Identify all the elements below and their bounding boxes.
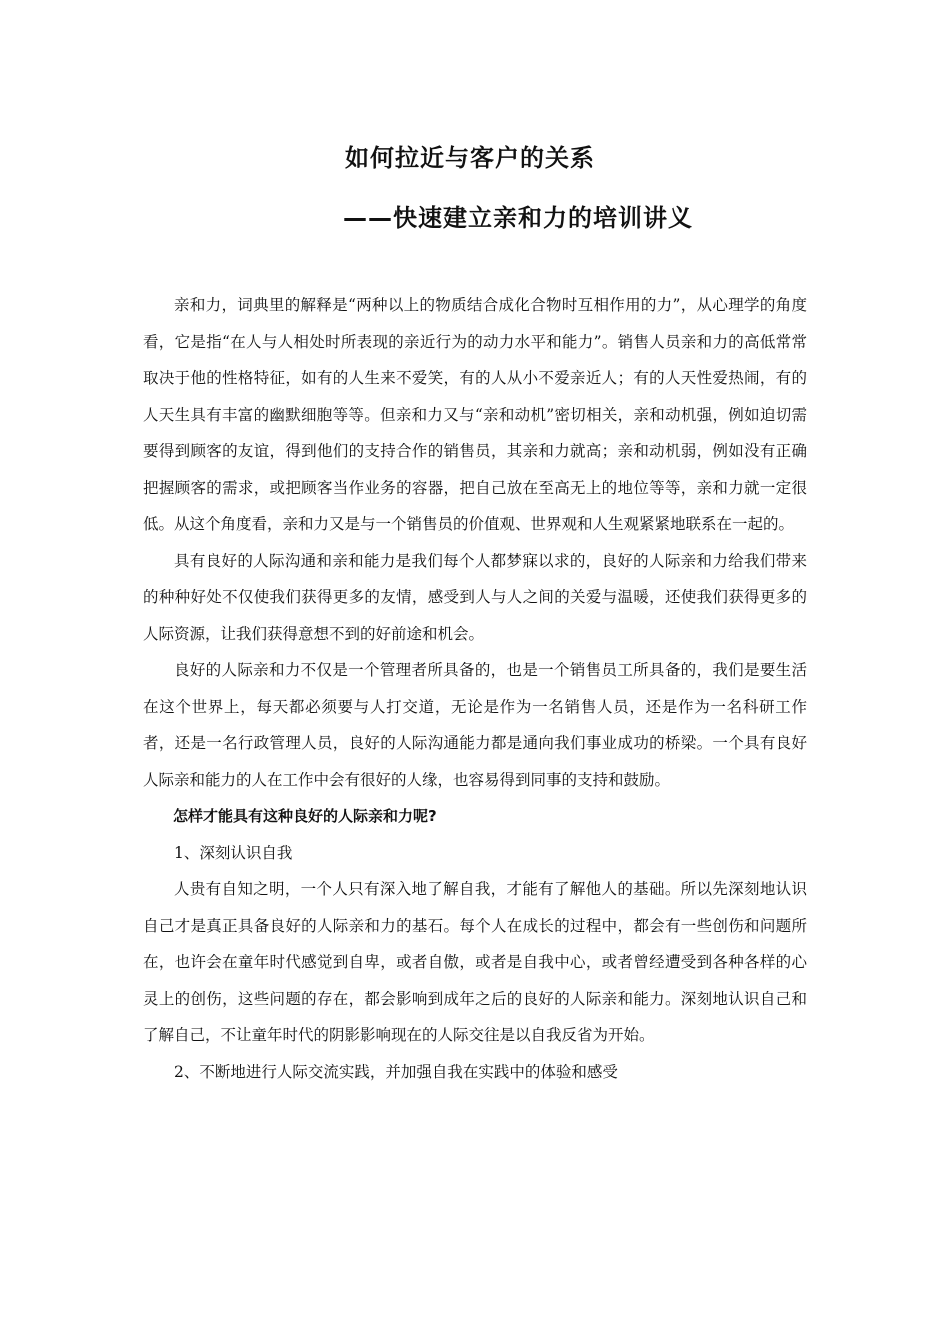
numbered-heading: 2、不断地进行人际交流实践，并加强自我在实践中的体验和感受: [174, 1062, 618, 1081]
section-question-heading: 怎样才能具有这种良好的人际亲和力呢?: [173, 807, 437, 825]
paragraph: 亲和力，词典里的解释是“两种以上的物质结合成化合物时互相作用的力”，从心理学的角度看，它是指“在人与人相处时所表现的亲近行为的动力水平和能力”。销售人员亲和力的高低常常取决于他的性格特征，如有的人生来不爱笑，有的人从小不爱亲近人；有的人天性爱热闹，有的人天生具有丰富的幽默细胞等等。但亲和力又与“亲和动机”密切相关，亲和动机强，例如迫切需要得到顾客的友谊，得到他们的支持合作的销售员，其亲和力就高；亲和动机弱，例如没有正确把握顾客的需求，或把顾客当作业务的容器，把自己放在至高无上的地位等等，亲和力就一定很低。从这个角度看，亲和力又是与一个销售员的价值观、世界观和人生观紧紧地联系在一起的。: [143, 296, 807, 533]
paragraph: 具有良好的人际沟通和亲和能力是我们每个人都梦寐以求的，良好的人际亲和力给我们带来的种种好处不仅使我们获得更多的友情，感受到人与人之间的关爱与温暖，还使我们获得更多的人际资源，让我们获得意想不到的好前途和机会。: [143, 551, 807, 643]
document-body: [143, 287, 807, 1090]
paragraph: 良好的人际亲和力不仅是一个管理者所具备的，也是一个销售员工所具备的，我们是要生活在这个世界上，每天都必须要与人打交道，无论是作为一名销售人员，还是作为一名科研工作者，还是一名行政管理人员，良好的人际沟通能力都是通向我们事业成功的桥梁。一个具有良好人际亲和能力的人在工作中会有很好的人缘，也容易得到同事的支持和鼓励。: [143, 661, 807, 789]
document-subtitle: ——快速建立亲和力的培训讲义: [343, 204, 693, 232]
numbered-heading: 1、深刻认识自我: [174, 843, 293, 862]
paragraph: 人贵有自知之明，一个人只有深入地了解自我，才能有了解他人的基础。所以先深刻地认识自己才是真正具备良好的人际亲和力的基石。每个人在成长的过程中，都会有一些创伤和问题所在，也许会在童年时代感觉到自卑，或者自傲，或者是自我中心，或者曾经遭受到各种各样的心灵上的创伤，这些问题的存在，都会影响到成年之后的良好的人际亲和能力。深刻地认识自己和了解自己，不让童年时代的阴影影响现在的人际交往是以自我反省为开始。: [143, 880, 807, 1044]
document-title: 如何拉近与客户的关系: [345, 144, 595, 172]
